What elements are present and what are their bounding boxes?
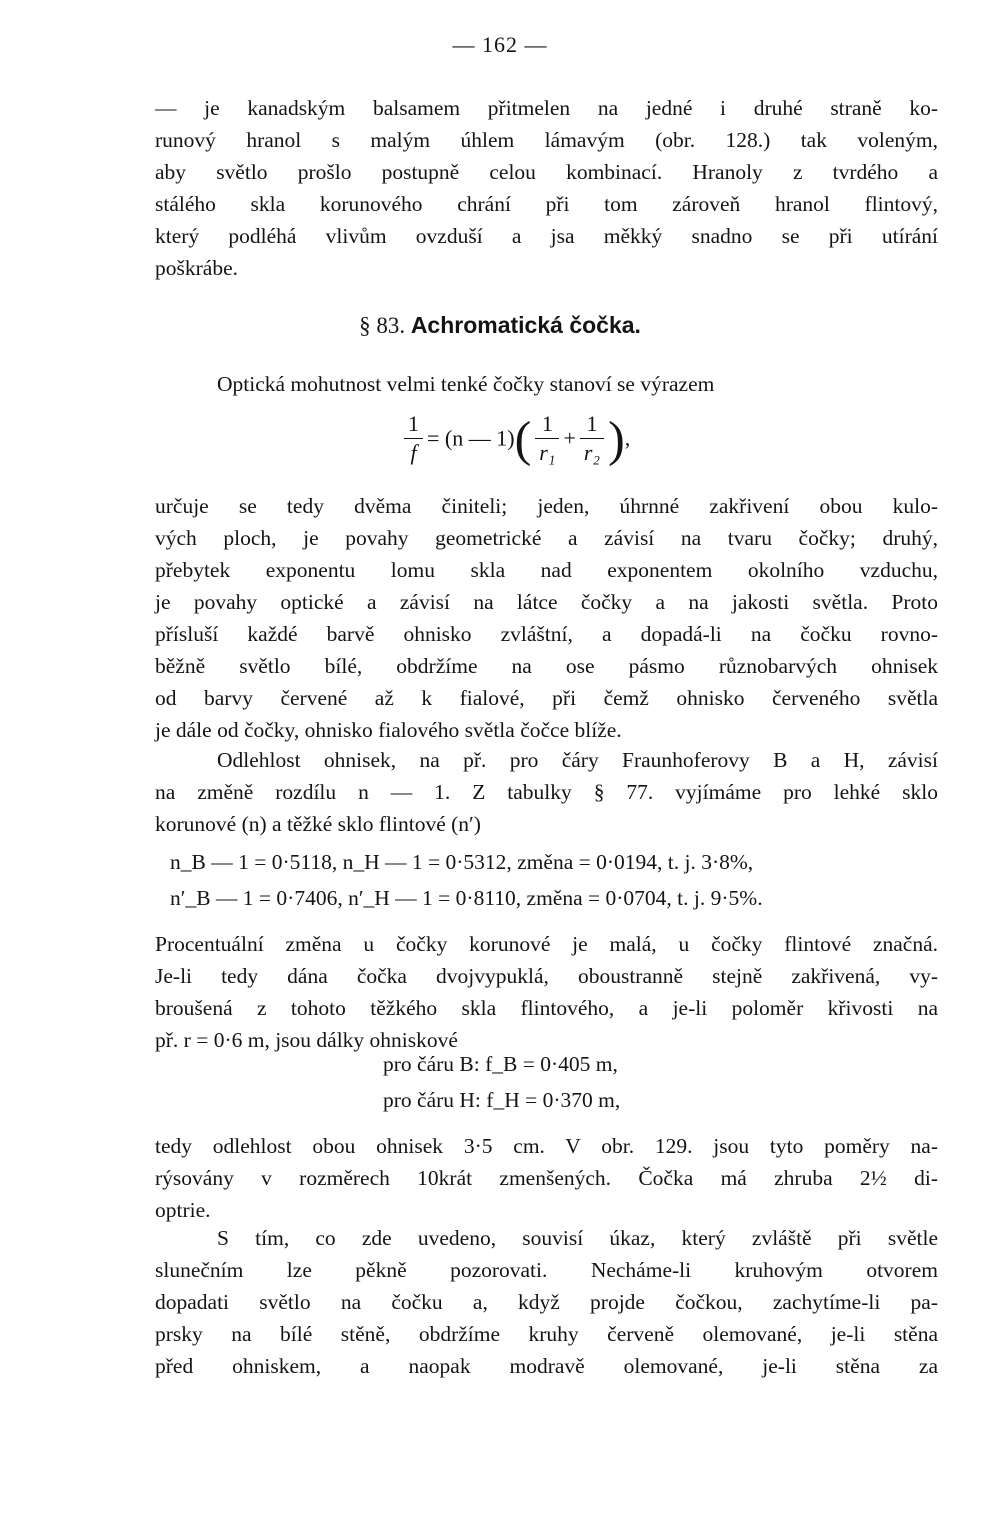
table-row: n′_B — 1 = 0·7406, n′_H — 1 = 0·8110, změna = 0·0704, t. j. 9·5%. — [170, 886, 763, 910]
text-line: přebytek exponentu lomu skla nad exponentem okolního vzduchu, — [155, 558, 938, 582]
text-line: S tím, co zde uvedeno, souvisí úkaz, který zvláště při světle — [217, 1226, 938, 1250]
paren-open: ( — [514, 410, 532, 467]
paragraph-3 — [155, 744, 938, 840]
focal-row: pro čáru H: f_H = 0·370 m, — [383, 1088, 621, 1112]
text-line: běžně světlo bílé, obdržíme na ose pásmo různobarvých ohnisek — [155, 654, 938, 678]
text-line: stálého skla korunového chrání při tom zároveň hranol flintový, — [155, 192, 938, 216]
text-line: — je kanadským balsamem přitmelen na jedné i druhé straně ko- — [155, 96, 938, 120]
text-line: od barvy červené až k fialové, při čemž ohnisko červeného světla — [155, 686, 938, 710]
paragraph-6 — [155, 1222, 938, 1382]
text-line: optrie. — [155, 1198, 211, 1222]
fraction-term-1: $\frac{1}{\text{r₁}}$ — [535, 410, 559, 467]
paren-close: ) — [608, 410, 625, 467]
text-line: určuje se tedy dvěma činiteli; jeden, úhrnné zakřivení obou kulo- — [155, 494, 938, 518]
text-line: poškrábe. — [155, 256, 238, 280]
paragraph-1 — [155, 368, 938, 400]
text-line: dopadati světlo na čočku a, když projde čočkou, zachytíme-li pa- — [155, 1290, 938, 1314]
plus-sign: + — [563, 425, 576, 451]
intro-paragraph — [155, 92, 938, 284]
page-number: — 162 — — [452, 32, 548, 57]
text-line: na změně rozdílu n — 1. Z tabulky § 77. vyjímáme pro lehké sklo — [155, 780, 938, 804]
paragraph-2 — [155, 490, 938, 746]
paragraph-4 — [155, 928, 938, 1056]
text-line: rýsovány v rozměrech 10krát zmenšených. Čočka má zhruba 2½ di- — [155, 1166, 938, 1190]
text-line: korunové (n) a těžké sklo flintové (n′) — [155, 812, 481, 836]
text-line: broušená z tohoto těžkého skla flintového, a je-li poloměr křivosti na — [155, 996, 938, 1020]
text-line: Odlehlost ohnisek, na př. pro čáry Fraunhoferovy B a H, závisí — [217, 748, 938, 772]
text-line: prsky na bílé stěně, obdržíme kruhy červeně olemované, je-li stěna — [155, 1322, 938, 1346]
formula-middle: = (n — 1) — [427, 425, 515, 451]
section-heading — [0, 312, 1000, 339]
text-line: Procentuální změna u čočky korunové je malá, u čočky flintové značná. — [155, 932, 938, 956]
text-line: Je-li tedy dána čočka dvojvypuklá, oboustranně stejně zakřivená, vy- — [155, 964, 938, 988]
table-row: n_B — 1 = 0·5118, n_H — 1 = 0·5312, změna = 0·0194, t. j. 3·8%, — [170, 850, 754, 874]
refraction-table — [170, 844, 922, 916]
text-line: tedy odlehlost obou ohnisek 3·5 cm. V obr. 129. jsou tyto poměry na- — [155, 1134, 938, 1158]
text-line: je povahy optické a závisí na látce čočky a na jakosti světla. Proto — [155, 590, 938, 614]
text-line: vých ploch, je povahy geometrické a závisí na tvaru čočky; druhý, — [155, 526, 938, 550]
text-line: runový hranol s malým úhlem lámavým (obr. 128.) tak voleným, — [155, 128, 938, 152]
formula-tail: , — [624, 425, 631, 451]
section-number: § 83. — [359, 313, 406, 338]
text-line: před ohniskem, a naopak modravě olemované, je-li stěna za — [155, 1354, 938, 1378]
text-line: př. r = 0·6 m, jsou dálky ohniskové — [155, 1028, 458, 1052]
text-line: slunečním lze pěkně pozorovati. Necháme-li kruhovým otvorem — [155, 1258, 938, 1282]
text-line: je dále od čočky, ohnisko fialového světla čočce blíže. — [155, 718, 622, 742]
fraction-term-2: $\frac{1}{\text{r₂}}$ — [580, 410, 604, 467]
text-line: aby světlo prošlo postupně celou kombinací. Hranoly z tvrdého a — [155, 160, 938, 184]
text-line: přísluší každé barvě ohnisko zvláštní, a dopadá-li na čočku rovno- — [155, 622, 938, 646]
paragraph-5 — [155, 1130, 938, 1226]
optical-power-formula — [400, 410, 630, 467]
fraction-lhs: $\frac{1}{f}$ — [404, 410, 423, 467]
section-title: Achromatická čočka. — [410, 312, 641, 338]
focal-row: pro čáru B: f_B = 0·405 m, — [383, 1052, 618, 1076]
text-line: Optická mohutnost velmi tenké čočky stanoví se výrazem — [217, 372, 715, 396]
text-line: který podléhá vlivům ovzduší a jsa měkký snadno se při utírání — [155, 224, 938, 248]
focal-lengths — [383, 1046, 743, 1118]
